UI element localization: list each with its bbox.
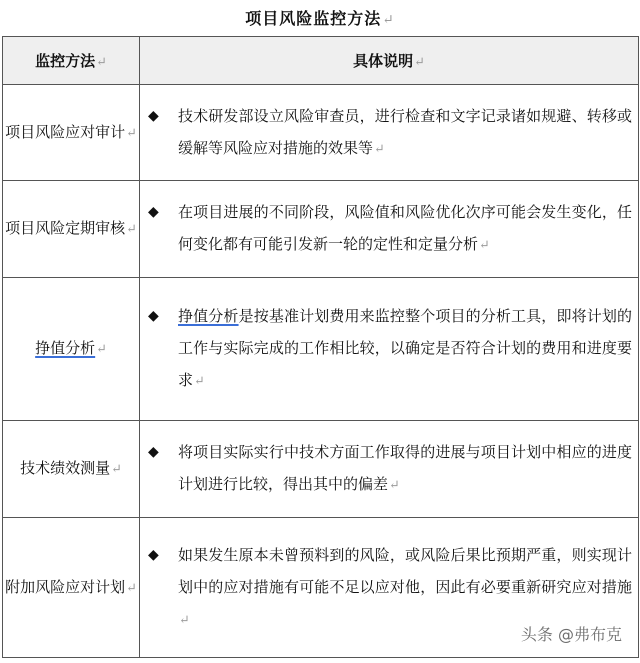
description-cell (140, 181, 639, 278)
description-cell (140, 278, 639, 421)
table-row (3, 278, 639, 421)
paragraph-mark: ↵ (96, 342, 107, 357)
paragraph-mark: ↵ (179, 612, 190, 628)
paragraph-mark: ↵ (389, 478, 400, 493)
paragraph-mark: ↵ (414, 55, 425, 70)
earned-value-term: 挣值分析 (178, 307, 239, 325)
paragraph-mark: ↵ (111, 462, 122, 477)
black-diamond-icon: ◆ (148, 444, 159, 460)
method-cell (3, 181, 140, 278)
description-body: 技术研发部设立风险审查员，进行检查和文字记录诸如规避、转移或缓解等风险应对措施的效果等 (178, 106, 632, 157)
description-text (178, 436, 632, 502)
paragraph-mark: ↵ (126, 580, 137, 596)
description-body: 是按基准计划费用来监控整个项目的分析工具，即将计划的工作与实际完成的工作相比较，以确定是否符合计划的费用和进度要求 (178, 307, 632, 389)
paragraph-mark: ↵ (382, 12, 395, 28)
method-name: 项目风险应对审计 (5, 122, 126, 141)
paragraph-mark: ↵ (126, 222, 137, 237)
description-text (178, 196, 632, 262)
header-description-text: 具体说明 (353, 52, 414, 70)
black-diamond-icon: ◆ (148, 308, 159, 324)
description-text (178, 300, 632, 398)
document-title-text: 项目风险监控方法 (245, 9, 382, 28)
document-title (0, 6, 640, 29)
paragraph-mark: ↵ (479, 238, 490, 253)
header-method (3, 37, 140, 85)
black-diamond-icon: ◆ (148, 204, 159, 220)
method-cell (3, 421, 140, 518)
table-row (3, 181, 639, 278)
paragraph-mark: ↵ (96, 55, 107, 70)
black-diamond-icon: ◆ (148, 107, 159, 124)
table-row (3, 85, 639, 181)
risk-monitoring-table (2, 36, 639, 658)
method-name: 附加风险应对计划 (5, 577, 126, 596)
description-cell (140, 85, 639, 181)
method-name: 项目风险定期审核 (5, 219, 126, 237)
description-body: 将项目实际实行中技术方面工作取得的进展与项目计划中相应的进度计划进行比较，得出其中的偏差 (178, 443, 632, 493)
watermark: 头条 @弗布克 (520, 625, 622, 644)
header-description (140, 37, 639, 85)
method-cell (3, 518, 140, 658)
earned-value-term: 挣值分析 (35, 339, 96, 357)
table-row (3, 421, 639, 518)
paragraph-mark: ↵ (194, 374, 205, 389)
method-cell (3, 278, 140, 421)
description-text (178, 100, 632, 166)
description-body: 如果发生原本未曾预料到的风险，或风险后果比预期严重，则实现计划中的应对措施有可能不足以应对他，因此有必要重新研究应对措施 (178, 545, 632, 596)
table-header-row (3, 37, 639, 85)
description-cell (140, 421, 639, 518)
method-cell (3, 85, 140, 181)
black-diamond-icon: ◆ (148, 546, 159, 563)
method-name: 技术绩效测量 (20, 459, 111, 477)
paragraph-mark: ↵ (374, 141, 385, 157)
header-method-text: 监控方法 (35, 52, 96, 70)
paragraph-mark: ↵ (126, 125, 137, 141)
description-body: 在项目进展的不同阶段，风险值和风险优化次序可能会发生变化，任何变化都有可能引发新一轮的定性和定量分析 (178, 203, 632, 253)
